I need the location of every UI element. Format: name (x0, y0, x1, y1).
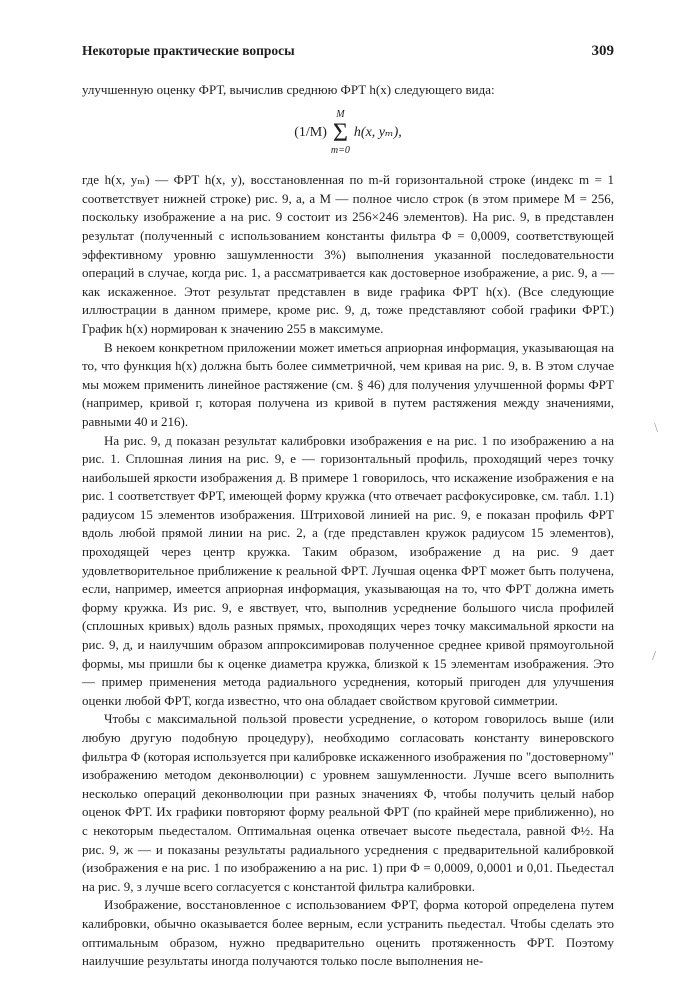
formula-prefix: (1/M) (294, 124, 327, 140)
formula-term: h(x, yₘ), (353, 124, 402, 140)
paragraph-1: где h(x, yₘ) — ФРТ h(x, y), восстановленная по m-й горизонтальной строке (индекс m = 1 соответствует нижней строке) рис. 9, а, а M — полное число строк (в этом примере M = 256, поскольку изображение а на рис. 9 состоит из 256×246 элементов). На рис. 9, в представлен результат (полученный с использованием константы фильтра Φ = 0,0009, соответствующей эффективному уровню зашумленности 3%) выполнения указанной последовательности операций в случае, когда рис. 1, а рассматривается как достоверное изображение, а рис. 9, а — как искаженное. Этот результат представлен в виде графика ФРТ h(x). (Все следующие иллюстрации в данном примере, кроме рис. 9, д, тоже представляют собой графики ФРТ.) График h(x) нормирован к значению 255 в максимуме. (82, 172, 614, 336)
paragraph-3: На рис. 9, д показан результат калибровки изображения е на рис. 1 по изображению а на рис. 1. Сплошная линия на рис. 9, е — горизонтальный профиль, проходящий через точку наибольшей яркости изображения д. В примере 1 говорилось, что искажение изображения е на рис. 1 соответствует ФРТ, имеющей форму кружка (что отвечает расфокусировке, см. табл. 1.1) радиусом 15 элементов изображения. Штриховой линией на рис. 9, е показан профиль ФРТ вдоль любой прямой линии на рис. 2, а (где представлен кружок радиусом 15 элементов), проходящей через центр кружка. Таким образом, изображение д на рис. 9 дает удовлетворительное приближение к реальной ФРТ. Лучшая оценка ФРТ может быть получена, если, например, имеется априорная информация, указывающая на то, что ФРТ должна иметь форму кружка. Из рис. 9, е явствует, что, выполнив усреднение большого числа профилей (сплошных кривых) вдоль разных прямых, проходящих через точку максимальной яркости на рис. 9, д, и наилучшим образом аппроксимировав полученное среднее кривой прямоугольной формы, мы пришли бы к оценке диаметра кружка, близкой к 15 элементам изображения. Это — пример применения метода радиального усреднения, который пригоден для улучшения оценки любой ФРТ, когда известно, что она обладает свойством круговой симметрии. (82, 432, 614, 708)
running-title: Некоторые практические вопросы (82, 43, 295, 58)
sum-lower-limit: m=0 (330, 145, 350, 157)
paragraph-4: Чтобы с максимальной пользой провести усреднение, о котором говорилось выше (или любую другую подобную процедуру), необходимо согласовать константу винеровского фильтра Φ (которая используется при калибровке искаженного изображения по "достоверному" изображению методом деконволюции) с уровнем зашумленности. Лучше всего выполнить несколько операций деконволюции при разных значениях Φ, чтобы получить целый набор оценок ФРТ. Их графики повторяют форму реальной ФРТ (по крайней мере приближенно), но с некоторым пьедесталом. Оптимальная оценка отвечает высоте пьедестала, равной Φ½. На рис. 9, ж — и показаны результаты радиального усреднения с предварительной калибровкой (изображения е на рис. 1 по изображению а на рис. 1) при Φ = 0,0009, 0,0001 и 0,01. Пьедестал на рис. 9, з лучше всего согласуется с константой фильтра калибровки. (82, 711, 614, 894)
page-number: 309 (591, 43, 614, 59)
sigma-symbol: Σ (332, 118, 348, 148)
margin-mark-backslash: \ (654, 421, 658, 436)
sum-upper-limit: M (336, 109, 345, 121)
average-psf-formula (82, 101, 614, 165)
page-header (82, 42, 614, 61)
margin-mark-slash: / (652, 649, 656, 664)
paragraph-2: В некоем конкретном приложении может иметься априорная информация, указывающая на то, что функция h(x) должна быть более симметричной, чем кривая на рис. 9, в. В этом случае мы можем применить линейное растяжение (см. § 46) для получения улучшенной формы ФРТ (например, кривой г, которая получена из кривой в путем растяжения между значениями, равными 40 и 216). (82, 339, 614, 429)
summation (331, 110, 350, 156)
paragraph-5: Изображение, восстановленное с использованием ФРТ, форма которой определена путем калибровки, обычно оказывается более верным, если устранить пьедестал. Чтобы сделать это оптимальным образом, нужно предварительно оценить протяженность ФРТ. Поэтому наилучшие результаты иногда получаются только после выполнения не- (82, 897, 614, 969)
intro-line: улучшенную оценку ФРТ, вычислив среднюю ФРТ h(x) следующего вида: (82, 81, 495, 97)
